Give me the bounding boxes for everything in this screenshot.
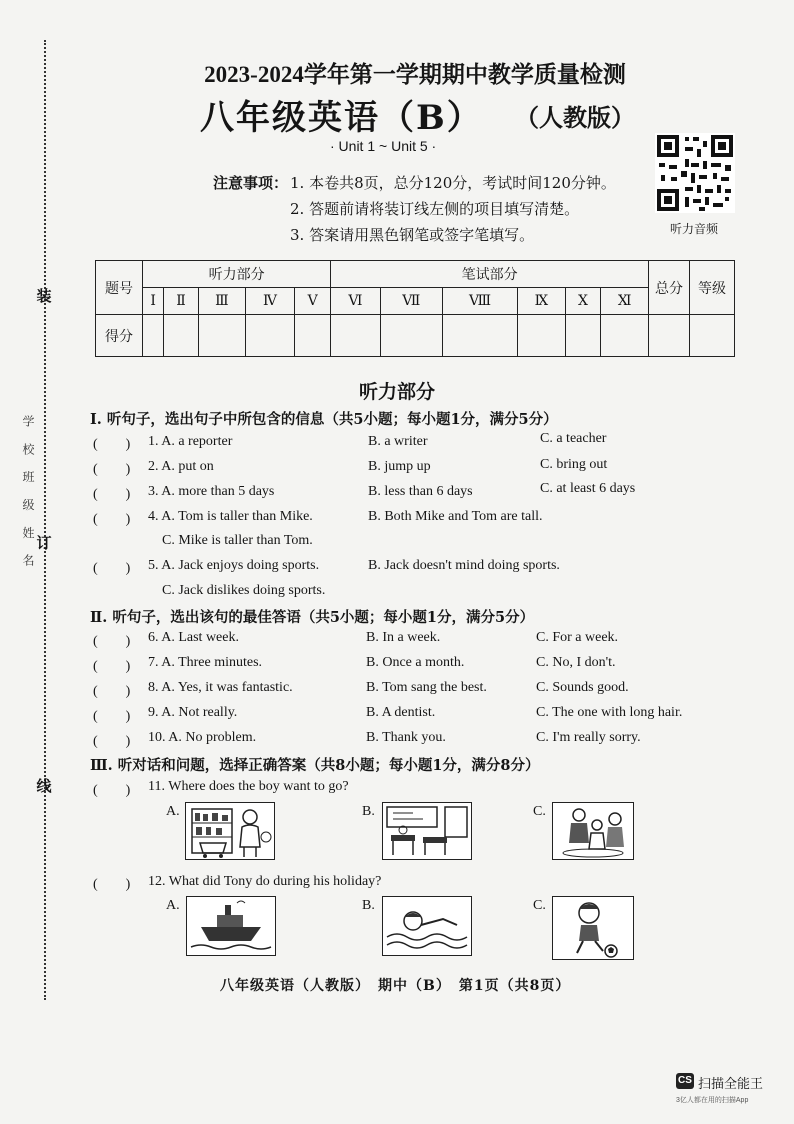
score-table-score-label: 得分 <box>96 315 143 357</box>
qr-code-image[interactable] <box>655 133 735 213</box>
question-option-a: 6. A. Last week. <box>148 630 239 645</box>
score-cell[interactable] <box>295 315 331 357</box>
picture-option-label: C. <box>533 898 546 913</box>
picture-option-label: A. <box>166 804 180 819</box>
question-option-c: C. Sounds good. <box>536 680 629 695</box>
picture-family-home[interactable] <box>552 802 634 860</box>
score-table-numeral: Ⅶ <box>380 288 442 315</box>
score-cell[interactable] <box>198 315 245 357</box>
score-table-numeral: Ⅳ <box>246 288 295 315</box>
score-cell[interactable] <box>442 315 517 357</box>
section2-heading: Ⅱ. 听句子，选出该句的最佳答语（共5小题；每小题1分，满分5分） <box>90 609 535 626</box>
question-option-b: B. A dentist. <box>366 705 436 720</box>
notice-item: 2. 答题前请将装订线左侧的项目填写清楚。 <box>290 200 580 218</box>
exam-title-main: 八年级英语（B） <box>200 98 483 138</box>
answer-blank[interactable]: ( ) <box>93 512 131 527</box>
score-table-grade-label: 等级 <box>690 261 735 315</box>
question-option-a: 3. A. more than 5 days <box>148 484 275 499</box>
score-cell[interactable] <box>143 315 164 357</box>
question-option-a: 9. A. Not really. <box>148 705 238 720</box>
score-table-numeral: Ⅺ <box>601 288 649 315</box>
question-option-c: C. Mike is taller than Tom. <box>162 533 313 548</box>
picture-option-label: C. <box>533 804 546 819</box>
question-option-c: C. bring out <box>540 457 608 472</box>
question-option-a: 8. A. Yes, it was fantastic. <box>148 680 293 695</box>
score-table-numeral: Ⅱ <box>164 288 198 315</box>
score-cell[interactable] <box>164 315 198 357</box>
answer-blank[interactable]: ( ) <box>93 684 131 699</box>
section1-heading: Ⅰ. 听句子，选出句子中所包含的信息（共5小题；每小题1分，满分5分） <box>90 411 558 428</box>
score-cell[interactable] <box>601 315 649 357</box>
picture-option-label: A. <box>166 898 180 913</box>
question-option-b: B. less than 6 days <box>368 484 473 499</box>
score-table-numeral: Ⅵ <box>331 288 380 315</box>
score-table-numeral: Ⅸ <box>518 288 565 315</box>
score-table-numeral: Ⅰ <box>143 288 164 315</box>
picture-boat-trip[interactable] <box>186 896 276 956</box>
score-table-numeral: Ⅹ <box>565 288 601 315</box>
score-cell[interactable] <box>690 315 735 357</box>
question-12: 12. What did Tony do during his holiday? <box>148 874 382 889</box>
question-option-b: B. Once a month. <box>366 655 465 670</box>
question-option-b: B. Tom sang the best. <box>366 680 487 695</box>
notice-item: 3. 答案请用黑色钢笔或签字笔填写。 <box>290 226 535 244</box>
binding-mark-zhuang: 装 <box>36 287 52 305</box>
question-option-a: 2. A. put on <box>148 459 214 474</box>
answer-blank[interactable]: ( ) <box>93 462 131 477</box>
binding-dotted-line <box>44 40 46 1000</box>
question-option-a: 1. A. a reporter <box>148 434 233 449</box>
answer-blank[interactable]: ( ) <box>93 709 131 724</box>
question-option-c: C. a teacher <box>540 431 607 446</box>
score-cell[interactable] <box>246 315 295 357</box>
score-table-total-label: 总分 <box>649 261 690 315</box>
score-table <box>95 260 735 357</box>
score-table-header-label: 题号 <box>96 261 143 315</box>
notice-label: 注意事项： <box>213 174 289 192</box>
exam-edition: （人教版） <box>515 103 635 132</box>
picture-option-label: B. <box>362 804 375 819</box>
answer-blank[interactable]: ( ) <box>93 437 131 452</box>
picture-option-label: B. <box>362 898 375 913</box>
question-option-c: C. I'm really sorry. <box>536 730 641 745</box>
question-option-c: C. No, I don't. <box>536 655 616 670</box>
binding-mark-ding: 订 <box>36 534 52 552</box>
question-option-a: 4. A. Tom is taller than Mike. <box>148 509 313 524</box>
picture-classroom[interactable] <box>382 802 472 860</box>
score-table-listening-group: 听力部分 <box>143 261 331 288</box>
listening-section-title: 听力部分 <box>358 381 435 403</box>
answer-blank[interactable]: ( ) <box>93 734 131 749</box>
score-table-numeral: Ⅷ <box>442 288 517 315</box>
score-table-numeral: Ⅴ <box>295 288 331 315</box>
question-option-a: 10. A. No problem. <box>148 730 257 745</box>
answer-blank[interactable]: ( ) <box>93 487 131 502</box>
question-option-c: C. For a week. <box>536 630 619 645</box>
picture-playing-soccer[interactable] <box>552 896 634 960</box>
score-cell[interactable] <box>331 315 380 357</box>
score-cell[interactable] <box>565 315 601 357</box>
question-11: 11. Where does the boy want to go? <box>148 779 349 794</box>
section3-heading: Ⅲ. 听对话和问题，选择正确答案（共8小题；每小题1分，满分8分） <box>90 757 540 774</box>
score-cell[interactable] <box>649 315 690 357</box>
answer-blank[interactable]: ( ) <box>93 783 131 798</box>
scanner-app-name: 扫描全能王 <box>698 1076 764 1091</box>
question-option-b: B. Both Mike and Tom are tall. <box>368 509 543 524</box>
binding-student-info: 学 校 班 级 姓 名 <box>21 415 35 573</box>
question-option-b: B. a writer <box>368 434 428 449</box>
question-option-c: C. The one with long hair. <box>536 705 683 720</box>
question-option-b: B. Jack doesn't mind doing sports. <box>368 558 560 573</box>
score-cell[interactable] <box>380 315 442 357</box>
answer-blank[interactable]: ( ) <box>93 877 131 892</box>
answer-blank[interactable]: ( ) <box>93 634 131 649</box>
question-option-c: C. at least 6 days <box>540 481 636 496</box>
question-option-a: 7. A. Three minutes. <box>148 655 263 670</box>
page-footer: 八年级英语（人教版） 期中（B） 第1页（共8页） <box>220 978 571 994</box>
exam-units: · Unit 1 ~ Unit 5 · <box>330 138 437 154</box>
scanner-logo-icon: CS <box>676 1073 694 1089</box>
answer-blank[interactable]: ( ) <box>93 561 131 576</box>
score-table-writing-group: 笔试部分 <box>331 261 649 288</box>
question-option-b: B. jump up <box>368 459 431 474</box>
question-option-c: C. Jack dislikes doing sports. <box>162 583 326 598</box>
answer-blank[interactable]: ( ) <box>93 659 131 674</box>
binding-mark-xian: 线 <box>36 777 52 795</box>
question-option-a: 5. A. Jack enjoys doing sports. <box>148 558 320 573</box>
picture-supermarket[interactable] <box>185 802 275 860</box>
exam-title-line1: 2023-2024学年第一学期期中教学质量检测 <box>204 62 626 87</box>
score-cell[interactable] <box>518 315 565 357</box>
notice-item: 1. 本卷共8页，总分120分，考试时间120分钟。 <box>290 174 616 192</box>
scanner-app-tagline: 3亿人都在用的扫描App <box>676 1097 749 1104</box>
question-option-b: B. Thank you. <box>366 730 446 745</box>
qr-code-label: 听力音频 <box>670 222 719 236</box>
picture-swimming[interactable] <box>382 896 472 956</box>
score-table-numeral: Ⅲ <box>198 288 245 315</box>
question-option-b: B. In a week. <box>366 630 441 645</box>
